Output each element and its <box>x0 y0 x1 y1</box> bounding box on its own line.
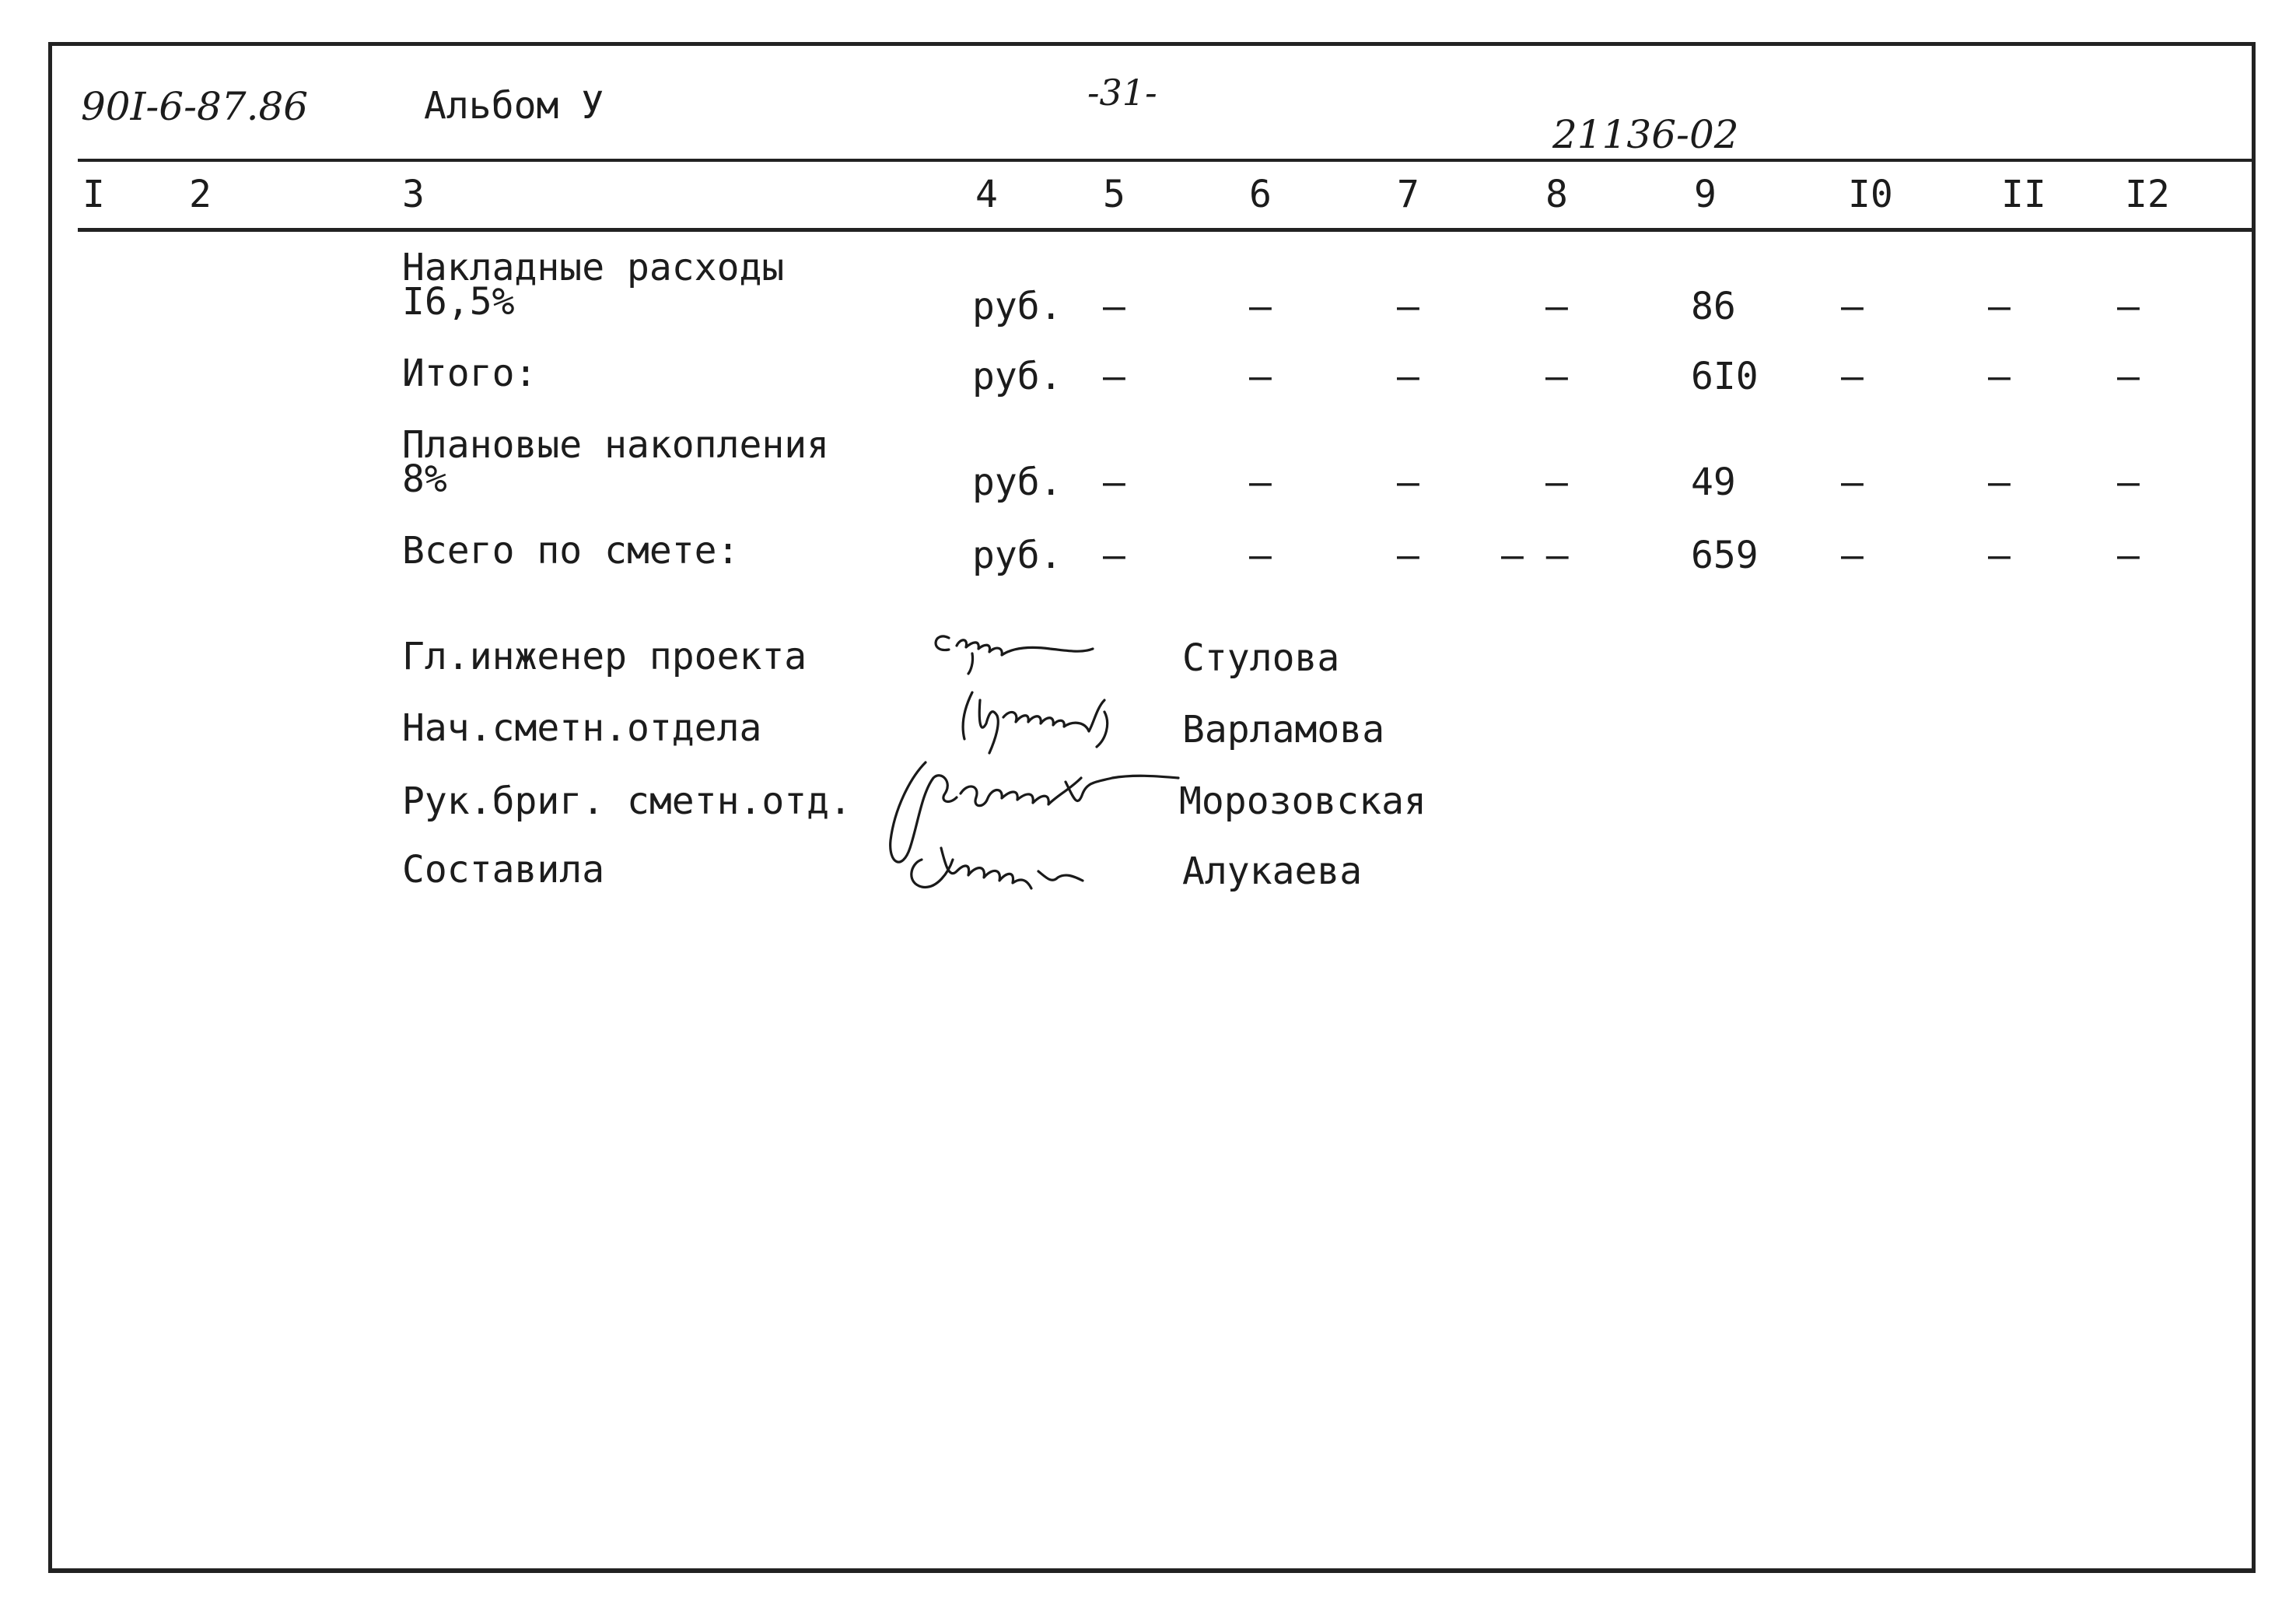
column-header: I0 <box>1848 173 1893 216</box>
column-header: 2 <box>189 173 212 216</box>
value-cell: – <box>1841 355 1864 398</box>
column-header: I <box>82 173 105 216</box>
value-cell: 6I0 <box>1691 355 1759 398</box>
signature-stulova <box>926 615 1112 677</box>
signatory-role: Нач.сметн.отдела <box>402 706 762 750</box>
value-cell: – <box>1397 461 1419 504</box>
value-cell: – <box>1841 534 1864 577</box>
column-header: 5 <box>1103 173 1125 216</box>
value-cell: – <box>1249 534 1272 577</box>
value-cell: – <box>1397 355 1419 398</box>
row-name-detail: I6,5% <box>402 280 515 324</box>
value-cell: – <box>2117 355 2140 398</box>
column-header: I2 <box>2125 173 2170 216</box>
value-cell: – <box>1103 355 1125 398</box>
value-cell: – <box>1397 285 1419 328</box>
value-cell: – <box>1249 461 1272 504</box>
column-header: II <box>2001 173 2046 216</box>
value-cell: 86 <box>1691 285 1736 328</box>
column-header: 3 <box>402 173 425 216</box>
signature-morozovskaya-alukaeva <box>879 747 1182 902</box>
page-number: -31- <box>1087 72 1157 114</box>
value-cell: – <box>1545 355 1568 398</box>
value-cell: – <box>1545 461 1568 504</box>
value-cell: – <box>1103 461 1125 504</box>
signatory-name: Варламова <box>1182 708 1385 751</box>
value-cell: – <box>1545 285 1568 328</box>
value-cell: – <box>1103 534 1125 577</box>
value-cell: – <box>1988 355 2011 398</box>
unit-cell: руб. <box>972 285 1062 328</box>
column-header: 8 <box>1545 173 1568 216</box>
value-cell: 49 <box>1691 461 1736 504</box>
project-number: 21136-02 <box>1552 112 1739 157</box>
value-cell: – <box>1249 285 1272 328</box>
signatory-role: Гл.инженер проекта <box>402 635 807 678</box>
value-cell: – <box>1988 461 2011 504</box>
unit-cell: руб. <box>972 461 1062 504</box>
value-cell: – – <box>1501 534 1569 577</box>
row-name: Всего по смете: <box>402 529 740 573</box>
value-cell: 659 <box>1691 534 1759 577</box>
value-cell: – <box>1397 534 1419 577</box>
value-cell: – <box>1103 285 1125 328</box>
column-header: 6 <box>1249 173 1272 216</box>
unit-cell: руб. <box>972 534 1062 577</box>
doc-code: 90I-6-87.86 <box>81 84 309 129</box>
value-cell: – <box>2117 285 2140 328</box>
value-cell: – <box>1988 534 2011 577</box>
header-rule <box>78 159 2256 162</box>
signatory-name: Алукаева <box>1182 850 1363 893</box>
row-name: Итого: <box>402 352 537 395</box>
column-header: 7 <box>1397 173 1419 216</box>
unit-cell: руб. <box>972 355 1062 398</box>
signatory-name: Морозовская <box>1179 779 1426 823</box>
value-cell: – <box>2117 461 2140 504</box>
column-header: 4 <box>975 173 998 216</box>
signatory-role: Составила <box>402 848 605 892</box>
row-name: Плановые накопления <box>402 423 830 467</box>
row-name-detail: 8% <box>402 457 447 501</box>
column-header: 9 <box>1694 173 1717 216</box>
value-cell: – <box>1841 285 1864 328</box>
signatory-role: Рук.бриг. сметн.отд. <box>402 779 852 823</box>
row-name: Накладные расходы <box>402 246 785 289</box>
column-header-rule <box>78 228 2256 232</box>
value-cell: – <box>1841 461 1864 504</box>
value-cell: – <box>2117 534 2140 577</box>
album-label: Альбом У <box>424 84 604 128</box>
signatory-name: Стулова <box>1182 636 1340 680</box>
value-cell: – <box>1249 355 1272 398</box>
value-cell: – <box>1988 285 2011 328</box>
